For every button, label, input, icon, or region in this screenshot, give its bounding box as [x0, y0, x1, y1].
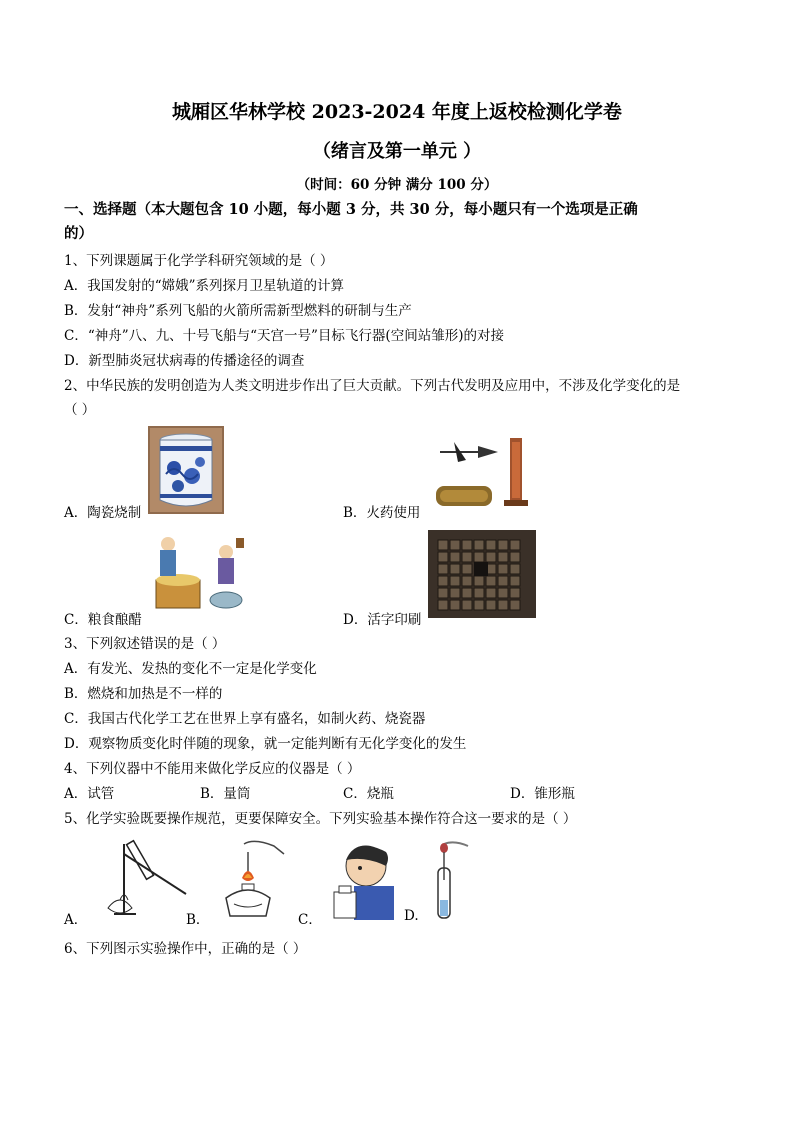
page-subtitle: （绪言及第一单元 ） [312, 141, 482, 162]
q6-stem: 6、下列图示实验操作中，正确的是（ ） [64, 941, 307, 957]
q2-option-c: C．粮食酿醋 [64, 612, 142, 628]
heating-test-tube-image [100, 834, 192, 922]
q1-option-a: A．我国发射的“嫦娥”系列探月卫星轨道的计算 [64, 278, 345, 294]
q1-stem: 1、下列课题属于化学学科研究领域的是（ ） [64, 253, 334, 269]
q2-option-b: B．火药使用 [343, 505, 421, 521]
q2-option-d: D．活字印刷 [343, 612, 422, 628]
q3-option-c: C．我国古代化学工艺在世界上享有盛名，如制火药、烧瓷器 [64, 711, 426, 727]
alcohol-lamp-image [222, 838, 288, 920]
q4-option-b: B．量筒 [200, 786, 251, 802]
porcelain-jar-image [148, 426, 224, 514]
movable-type-image [428, 530, 536, 618]
q2-stem-cont: （ ） [64, 402, 96, 418]
q3-stem: 3、下列叙述错误的是（ ） [64, 636, 226, 652]
q1-option-c: C．“神舟”八、九、十号飞船与“天宫一号”目标飞行器(空间站雏形)的对接 [64, 328, 504, 344]
q4-option-a: A．试管 [64, 786, 115, 802]
q3-option-a: A．有发光、发热的变化不一定是化学变化 [64, 661, 317, 677]
section-heading: 一、选择题（本大题包含 10 小题，每小题 3 分，共 30 分，每小题只有一个选项是正确 [64, 201, 638, 218]
q4-option-d: D．锥形瓶 [510, 786, 575, 802]
q5-option-a: A． [64, 912, 88, 928]
q1-option-d: D．新型肺炎冠状病毒的传播途径的调查 [64, 353, 305, 369]
q4-option-c: C．烧瓶 [343, 786, 394, 802]
q4-stem: 4、下列仪器中不能用来做化学反应的仪器是（ ） [64, 761, 361, 777]
q5-stem: 5、化学实验既要操作规范，更要保障安全。下列实验基本操作符合这一要求的是（ ） [64, 811, 577, 827]
vinegar-brewing-image [148, 530, 246, 618]
smelling-gas-image [330, 836, 400, 920]
q3-option-b: B．燃烧和加热是不一样的 [64, 686, 223, 702]
q5-option-d: D. [404, 908, 419, 924]
time-info: （时间：60 分钟 满分 100 分） [296, 177, 498, 193]
section-heading-cont: 的） [64, 225, 93, 242]
gunpowder-items-image [432, 434, 534, 516]
q3-option-d: D．观察物质变化时伴随的现象，就一定能判断有无化学变化的发生 [64, 736, 467, 752]
dropper-image [432, 840, 472, 922]
page-title: 城厢区华林学校 2023-2024 年度上返校检测化学卷 [172, 101, 622, 123]
q5-option-b: B． [186, 912, 210, 928]
q1-option-b: B．发射“神舟”系列飞船的火箭所需新型燃料的研制与生产 [64, 303, 412, 319]
q2-stem: 2、中华民族的发明创造为人类文明进步作出了巨大贡献。下列古代发明及应用中，不涉及化学变化的是 [64, 378, 681, 394]
q2-option-a: A．陶瓷烧制 [64, 505, 142, 521]
q5-option-c: C． [298, 912, 322, 928]
